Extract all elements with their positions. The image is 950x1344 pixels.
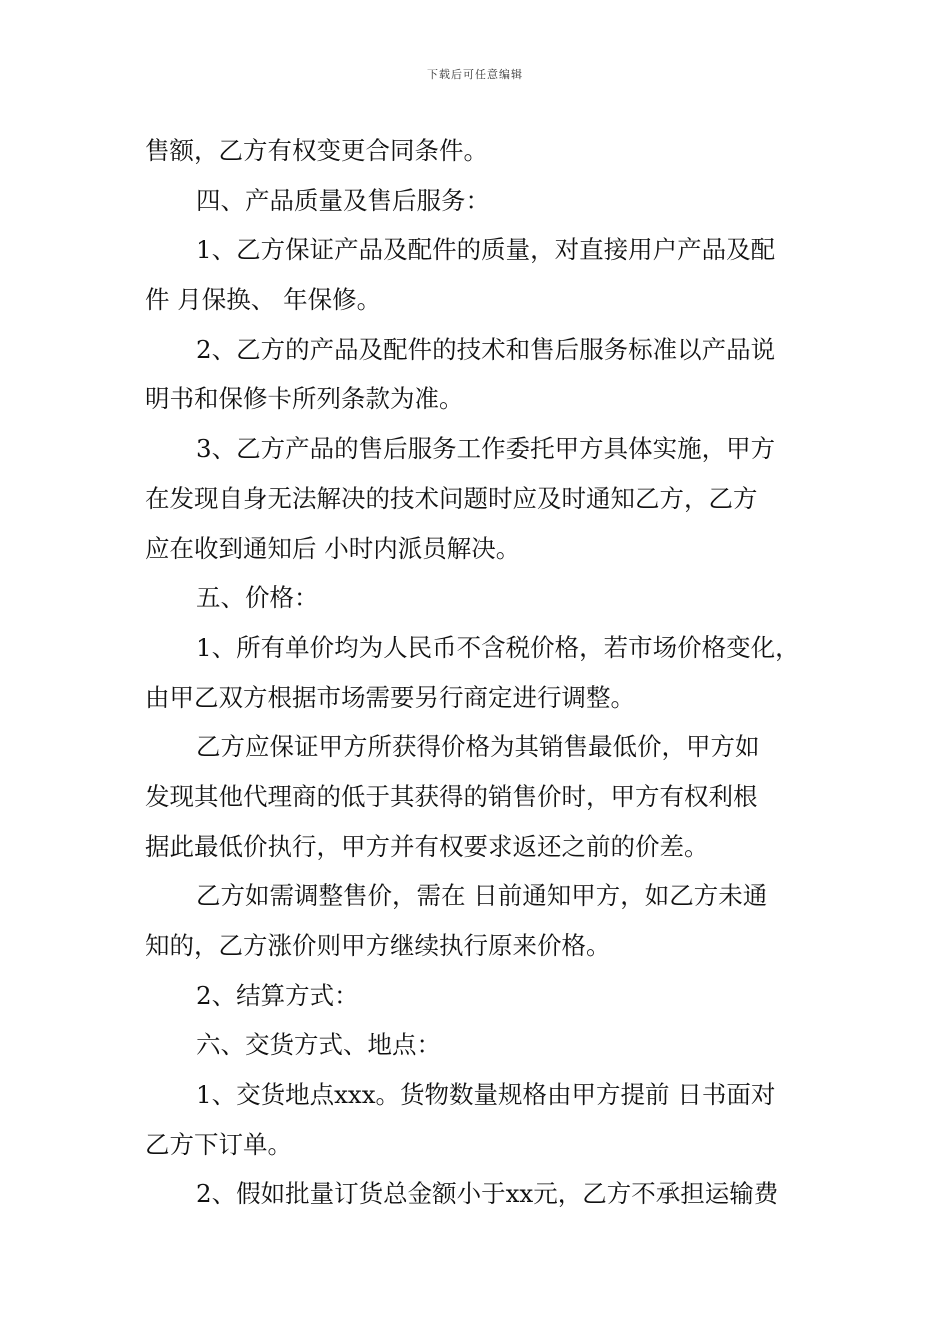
page-header: 下载后可任意编辑 [427,68,523,81]
paragraph-line: 据此最低价执行，甲方并有权要求返还之前的价差。 [145,831,709,861]
paragraph-line: 知的，乙方涨价则甲方继续执行原来价格。 [145,931,611,960]
paragraph-line: 售额，乙方有权变更合同条件。 [145,136,488,165]
paragraph-line: 2、乙方的产品及配件的技术和售后服务标准以产品说 [196,334,776,364]
paragraph-line: 乙方应保证甲方所获得价格为其销售最低价，甲方如 [196,732,760,762]
paragraph-line: 乙方如需调整售价，需在 日前通知甲方，如乙方未通 [196,881,768,911]
paragraph-line: 1、交货地点xxx。货物数量规格由甲方提前 日书面对 [196,1080,776,1110]
paragraph-line: 乙方下订单。 [145,1129,292,1159]
paragraph-line: 1、乙方保证产品及配件的质量，对直接用户产品及配 [196,235,776,265]
paragraph-line: 3、乙方产品的售后服务工作委托甲方具体实施，甲方 [196,434,776,464]
paragraph-line: 在发现自身无法解决的技术问题时应及时通知乙方，乙方 [145,483,758,513]
paragraph-line: 明书和保修卡所列条款为准。 [145,384,464,414]
paragraph-line: 件 月保换、 年保修。 [145,285,382,315]
paragraph-line: 2、假如批量订货总金额小于xx元，乙方不承担运输费 [196,1179,779,1209]
paragraph-line: 2、结算方式： [196,980,359,1010]
paragraph-line: 1、所有单价均为人民币不含税价格，若市场价格变化， [196,632,800,662]
paragraph-line: 由甲乙双方根据市场需要另行商定进行调整。 [145,682,635,712]
paragraph-line: 发现其他代理商的低于其获得的销售价时，甲方有权利根 [145,781,758,811]
section-heading-4: 四、产品质量及售后服务： [196,185,490,215]
section-heading-5: 五、价格： [196,583,319,613]
paragraph-line: 应在收到通知后 小时内派员解决。 [145,533,521,563]
section-heading-6: 六、交货方式、地点： [196,1030,441,1060]
document-body [145,126,817,1219]
